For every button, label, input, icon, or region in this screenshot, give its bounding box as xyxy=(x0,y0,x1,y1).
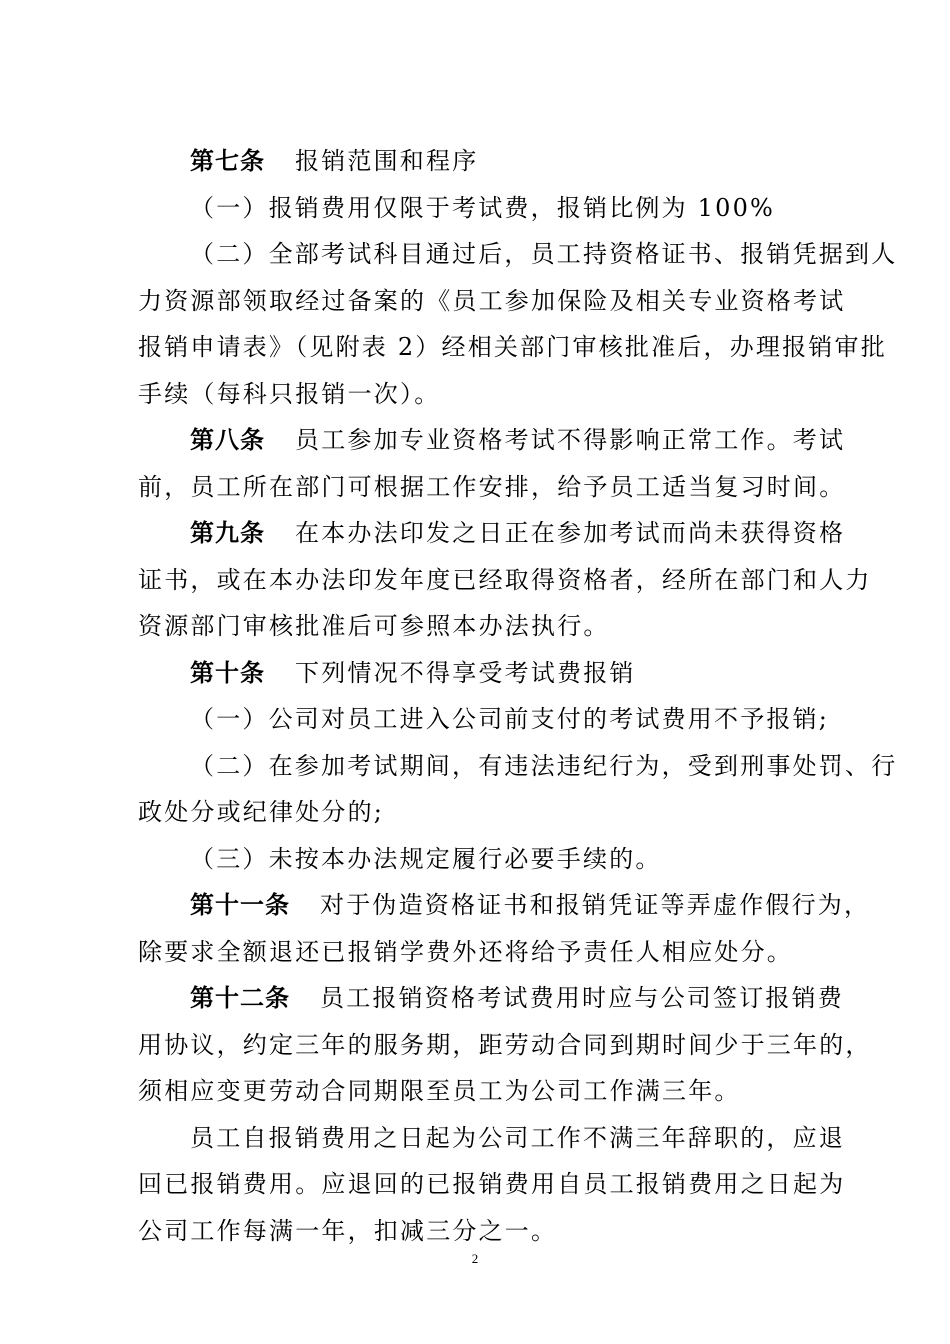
article-7-item-2-line-4: 手续（每科只报销一次）。 xyxy=(138,379,441,408)
article-7-heading: 第七条 xyxy=(190,147,265,175)
article-12-line-3: 须相应变更劳动合同期限至员工为公司工作满三年。 xyxy=(138,1077,741,1105)
page-number: 2 xyxy=(471,1251,479,1266)
article-7-item-2-line-3: 报销申请表》（见附表 2）经相关部门审核批准后，办理报销审批 xyxy=(138,333,887,361)
article-10 xyxy=(138,650,898,883)
article-10-item-1: （一）公司对员工进入公司前支付的考试费用不予报销; xyxy=(190,705,830,733)
article-12-extra-line-2: 回已报销费用。应退回的已报销费用自员工报销费用之日起为 xyxy=(138,1170,846,1198)
article-11-line-1: 对于伪造资格证书和报销凭证等弄虚作假行为， xyxy=(320,891,871,919)
article-8-line-2: 前，员工所在部门可根据工作安排，给予员工适当复习时间。 xyxy=(138,472,846,501)
article-12-extra-line-1: 员工自报销费用之日起为公司工作不满三年辞职的，应退 xyxy=(190,1123,845,1152)
article-9-heading: 第九条 xyxy=(190,519,265,547)
article-9-line-3: 资源部门审核批准后可参照本办法执行。 xyxy=(138,612,610,640)
article-11 xyxy=(138,882,871,975)
article-7-item-2-line-1: （二）全部考试科目通过后，员工持资格证书、报销凭据到人 xyxy=(190,240,898,268)
article-10-item-3: （三）未按本办法规定履行必要手续的。 xyxy=(190,844,662,873)
article-7-title: 报销范围和程序 xyxy=(295,147,479,175)
article-9-line-2: 证书，或在本办法印发年度已经取得资格者，经所在部门和人力 xyxy=(138,565,872,594)
article-12-heading: 第十二条 xyxy=(190,984,290,1012)
article-10-item-2-line-1: （二）在参加考试期间，有违法违纪行为，受到刑事处罚、行 xyxy=(190,751,898,780)
article-12-line-1: 员工报销资格考试费用时应与公司签订报销费 xyxy=(320,984,844,1012)
article-10-heading: 第十条 xyxy=(190,658,265,687)
article-9-line-1: 在本办法印发之日正在参加考试而尚未获得资格 xyxy=(295,519,846,547)
article-10-title: 下列情况不得享受考试费报销 xyxy=(295,658,636,687)
article-12 xyxy=(138,975,872,1254)
article-7-item-1: （一）报销费用仅限于考试费，报销比例为 100% xyxy=(190,193,776,222)
article-10-item-2-line-2: 政处分或纪律处分的; xyxy=(138,798,385,826)
document-body xyxy=(138,138,898,1254)
article-11-heading: 第十一条 xyxy=(190,891,290,919)
article-7-item-2-line-2: 力资源部领取经过备案的《员工参加保险及相关专业资格考试 xyxy=(138,286,846,315)
article-12-extra-line-3: 公司工作每满一年，扣减三分之一。 xyxy=(138,1216,558,1245)
article-8-heading: 第八条 xyxy=(190,426,265,454)
article-11-line-2: 除要求全额退还已报销学费外还将给予责任人相应处分。 xyxy=(138,937,793,966)
article-7 xyxy=(138,138,898,417)
article-8 xyxy=(138,417,846,510)
article-12-line-2: 用协议，约定三年的服务期，距劳动合同到期时间少于三年的， xyxy=(138,1030,872,1059)
article-9 xyxy=(138,510,872,650)
article-8-line-1: 员工参加专业资格考试不得影响正常工作。考试 xyxy=(295,426,846,454)
